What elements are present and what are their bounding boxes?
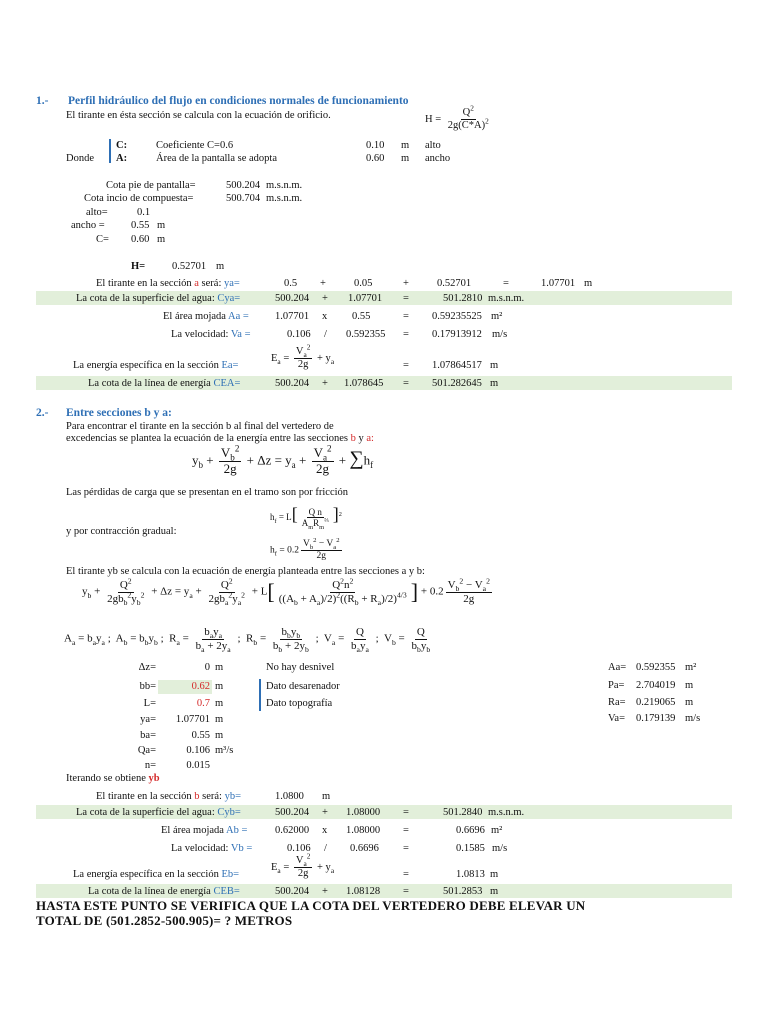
result-value: 2.704019	[636, 680, 676, 691]
c-value: 0.60	[131, 234, 150, 245]
cota-energia-b-v2: 1.08128	[346, 886, 381, 897]
result-label: Aa=	[608, 662, 627, 673]
vel-a-v1: 0.106	[287, 329, 311, 340]
section-2-title: Entre secciones b y a:	[66, 407, 172, 419]
cota-sup-b-label: La cota de la superficie del agua: Cyb=	[76, 807, 241, 818]
result-unit: m/s	[685, 713, 701, 724]
area-b-label: El área mojada Ab =	[161, 825, 248, 836]
energia-b-label: La energía específica en la sección Eb=	[73, 869, 240, 880]
input-label: Δz=	[138, 662, 156, 673]
alto-label: alto=	[86, 207, 108, 218]
ancho-label: ancho =	[71, 220, 105, 231]
cota-sup-a-label: La cota de la superficie del agua: Cya=	[76, 293, 241, 304]
c-val: 0.10	[366, 140, 385, 151]
result-label: Pa=	[608, 680, 625, 691]
note-desarenador: Dato desarenador	[266, 681, 340, 692]
section-2-p3: y por contracción gradual:	[66, 526, 177, 537]
conclusion-line-2: TOTAL DE (501.2852-500.905)= ? METROS	[36, 913, 293, 928]
cota-sup-b-res: 501.2840	[443, 807, 483, 818]
a-desc: Área de la pantalla se adopta	[156, 153, 277, 164]
cota-energia-b-op1: +	[322, 886, 328, 897]
tirante-a-v3: 0.52701	[437, 278, 472, 289]
result-unit: m	[685, 697, 694, 708]
cota-energia-a-unit: m	[490, 378, 499, 389]
h-unit: m	[216, 261, 225, 272]
section-1-intro: El tirante en ésta sección se calcula con la ecuación de orificio.	[66, 110, 331, 121]
vel-a-eq: =	[403, 329, 409, 340]
cota-sup-a-res: 501.2810	[443, 293, 483, 304]
tirante-a-op2: +	[403, 278, 409, 289]
section-2-p1b: excedencias se plantea la ecuación de la energía entre las secciones b y a:	[66, 433, 374, 444]
input-value: 0.55	[191, 730, 210, 741]
input-label: ba=	[140, 730, 156, 741]
input-value: 0.106	[186, 745, 210, 756]
area-a-label: El área mojada Aa =	[163, 311, 249, 322]
energia-a-unit: m	[490, 360, 499, 371]
result-unit: m	[685, 680, 694, 691]
cota-sup-b-v2: 1.08000	[346, 807, 381, 818]
tirante-a-unit: m	[584, 278, 593, 289]
vel-b-res: 0.1585	[456, 843, 485, 854]
tirante-a-res: 1.07701	[541, 278, 576, 289]
cota-sup-b-unit: m.s.n.m.	[488, 807, 525, 818]
notes-bracket	[259, 679, 261, 711]
c-value-unit: m	[157, 234, 166, 245]
input-unit: m	[215, 730, 224, 741]
definition-bracket	[109, 139, 111, 163]
cota-sup-a-v2: 1.07701	[348, 293, 383, 304]
tirante-a-label: El tirante en la sección a será: ya=	[96, 278, 240, 289]
input-value: 0.62	[191, 681, 210, 692]
section-2-p1a: Para encontrar el tirante en la sección b al final del vertedero de	[66, 421, 334, 432]
input-unit: m³/s	[215, 745, 234, 756]
cota-pie-unit: m.s.n.m.	[266, 180, 303, 191]
input-unit: m	[215, 681, 224, 692]
iterando-text: Iterando se obtiene yb	[66, 773, 160, 784]
energia-b-unit: m	[490, 869, 499, 880]
input-value: 0.015	[186, 760, 210, 771]
tirante-a-v1: 0.5	[284, 278, 298, 289]
tirante-b-unit: m	[322, 791, 331, 802]
a-unit: m	[401, 153, 410, 164]
c-key: C:	[116, 140, 128, 151]
cota-energia-b-res: 501.2853	[443, 886, 483, 897]
vel-b-unit: m/s	[492, 843, 508, 854]
energia-b-eq: =	[403, 869, 409, 880]
a-key: A:	[116, 153, 128, 164]
section-1-number: 1.-	[36, 95, 49, 107]
vel-a-op1: /	[324, 329, 327, 340]
c-desc: Coeficiente C=0.6	[156, 140, 234, 151]
tirante-b-label: El tirante en la sección b será: yb=	[96, 791, 241, 802]
vel-a-label: La velocidad: Va =	[171, 329, 251, 340]
section-2-p4: El tirante yb se calcula con la ecuación de energía planteada entre las secciones a y b:	[66, 566, 425, 577]
input-value: 1.07701	[175, 714, 210, 725]
vel-b-v2: 0.6696	[350, 843, 379, 854]
orifice-formula: H = $\frac{Q^2}{2g(C*A)^2}$	[425, 103, 489, 132]
energia-a-eq: =	[403, 360, 409, 371]
alto-val: 0.1	[137, 207, 151, 218]
input-value: 0.7	[196, 698, 210, 709]
cota-energia-a-label: La cota de la línea de energía CEA=	[88, 378, 241, 389]
cota-sup-b-eq: =	[403, 807, 409, 818]
input-unit: m	[215, 714, 224, 725]
energia-a-label: La energía específica en la sección Ea=	[73, 360, 239, 371]
section-2-number: 2.-	[36, 407, 49, 419]
cota-energia-a-op1: +	[322, 378, 328, 389]
energia-a-formula: $E_a$ = $\frac{V_a^2}{2g}$ + $y_a$	[271, 342, 335, 371]
cota-pie-label: Cota pie de pantalla=	[106, 180, 196, 191]
c-unit: m	[401, 140, 410, 151]
a-val: 0.60	[366, 153, 385, 164]
area-a-op1: x	[322, 311, 328, 322]
tirante-a-eq: =	[503, 278, 509, 289]
result-label: Ra=	[608, 697, 626, 708]
result-unit: m²	[685, 662, 697, 673]
iteration-equation: $y_b$ + $\frac{Q^2}{2gb_b^2y_b^2}$ + $\Delta z = y_a$ + $\frac{Q^2}{2gb_a^2y_a^2}$ + L[ $\frac{Q^2n^2}{((A_b + A_a)/2)^2((R_b + R_a)/2)^{4/3}}$ ] + 0.2 $\frac{V_b^2 - V_a^2}{2g}$	[82, 576, 490, 607]
c-note: alto	[425, 140, 441, 151]
h-label: H=	[131, 261, 146, 272]
conclusion-line-1: HASTA ESTE PUNTO SE VERIFICA QUE LA COTA DEL VERTEDERO DEBE ELEVAR UN	[36, 898, 586, 913]
input-label: bb=	[139, 681, 156, 692]
note-topografia: Dato topografía	[266, 698, 333, 709]
cota-energia-b-eq: =	[403, 886, 409, 897]
definitions-equation: $A_a = b_ay_a$ ; $A_b = b_by_b$ ; $R_a$ = $\frac{b_ay_a}{b_a + 2y_a}$ ; $R_b$ = $\frac{b_by_b}{b_b + 2y_b}$ ; $V_a$ = $\frac{Q}{b_ay_a}$ ; $V_b$ = $\frac{Q}{b_by_b}$	[64, 626, 431, 654]
result-value: 0.592355	[636, 662, 676, 673]
note-desnivel: No hay desnivel	[266, 662, 335, 673]
area-b-v1: 0.62000	[275, 825, 310, 836]
result-label: Va=	[608, 713, 626, 724]
cota-sup-a-v1: 500.204	[275, 293, 310, 304]
input-label: Qa=	[137, 745, 156, 756]
cota-sup-a-unit: m.s.n.m.	[488, 293, 525, 304]
energia-a-res: 1.07864517	[432, 360, 482, 371]
tirante-b-v1: 1.0800	[275, 791, 304, 802]
tirante-a-v2: 0.05	[354, 278, 373, 289]
input-label: n=	[144, 760, 156, 771]
vel-b-v1: 0.106	[287, 843, 311, 854]
area-a-unit: m²	[491, 311, 503, 322]
cota-sup-a-eq: =	[403, 293, 409, 304]
vel-b-eq: =	[403, 843, 409, 854]
cota-energia-a-eq: =	[403, 378, 409, 389]
input-unit: m	[215, 698, 224, 709]
result-value: 0.219065	[636, 697, 676, 708]
cota-inicio-val: 500.704	[226, 193, 261, 204]
cota-sup-b-v1: 500.204	[275, 807, 310, 818]
a-note: ancho	[425, 153, 451, 164]
input-label: ya=	[140, 714, 156, 725]
section-1-title: Perfil hidráulico del flujo en condiciones normales de funcionamiento	[68, 95, 409, 107]
section-2-p2: Las pérdidas de carga que se presentan en el tramo son por fricción	[66, 487, 349, 498]
area-b-eq: =	[403, 825, 409, 836]
cota-energia-b-label: La cota de la línea de energía CEB=	[88, 886, 240, 897]
vel-b-op1: /	[324, 843, 327, 854]
tirante-a-op1: +	[320, 278, 326, 289]
input-unit: m	[215, 662, 224, 673]
input-value: 0	[204, 662, 210, 673]
area-a-res: 0.59235525	[432, 311, 482, 322]
h-val: 0.52701	[172, 261, 207, 272]
cota-energia-a-v1: 500.204	[275, 378, 310, 389]
cota-energia-a-res: 501.282645	[432, 378, 482, 389]
vel-a-res: 0.17913912	[432, 329, 482, 340]
area-a-v1: 1.07701	[275, 311, 310, 322]
friction-formula: $h_f = L$[ $\frac{\text{Q n}}{A_mR_m^{\frac{2}{3}}}$ ]$^2$	[270, 504, 342, 532]
cota-energia-b-unit: m	[490, 886, 499, 897]
cota-inicio-unit: m.s.n.m.	[266, 193, 303, 204]
area-b-op1: x	[322, 825, 328, 836]
c-label: C=	[96, 234, 109, 245]
cota-pie-val: 500.204	[226, 180, 261, 191]
contraction-formula: $h_f = 0.2$ $\frac{V_b^2 - V_a^2}{2g}$	[270, 536, 340, 561]
cota-energia-a-v2: 1.078645	[344, 378, 384, 389]
donde-label: Donde	[66, 153, 94, 164]
energia-b-formula: $E_a$ = $\frac{V_a^2}{2g}$ + $y_a$	[271, 851, 335, 880]
ancho-unit: m	[157, 220, 166, 231]
area-a-v2: 0.55	[352, 311, 371, 322]
vel-a-v2: 0.592355	[346, 329, 386, 340]
input-label: L=	[143, 698, 156, 709]
ancho-val: 0.55	[131, 220, 150, 231]
energy-equation: $y_b$ + $\frac{V_b^2}{2g}$ + $\Delta z = y_a$ + $\frac{V_a^2}{2g}$ + $\sum h_f$	[192, 443, 374, 476]
area-a-eq: =	[403, 311, 409, 322]
vel-b-label: La velocidad: Vb =	[171, 843, 253, 854]
area-b-res: 0.6696	[456, 825, 485, 836]
cota-sup-a-op1: +	[322, 293, 328, 304]
vel-a-unit: m/s	[492, 329, 508, 340]
energia-b-res: 1.0813	[456, 869, 485, 880]
result-value: 0.179139	[636, 713, 676, 724]
area-b-v2: 1.08000	[346, 825, 381, 836]
cota-inicio-label: Cota incio de compuesta=	[84, 193, 194, 204]
cota-sup-b-op1: +	[322, 807, 328, 818]
area-b-unit: m²	[491, 825, 503, 836]
cota-energia-b-v1: 500.204	[275, 886, 310, 897]
